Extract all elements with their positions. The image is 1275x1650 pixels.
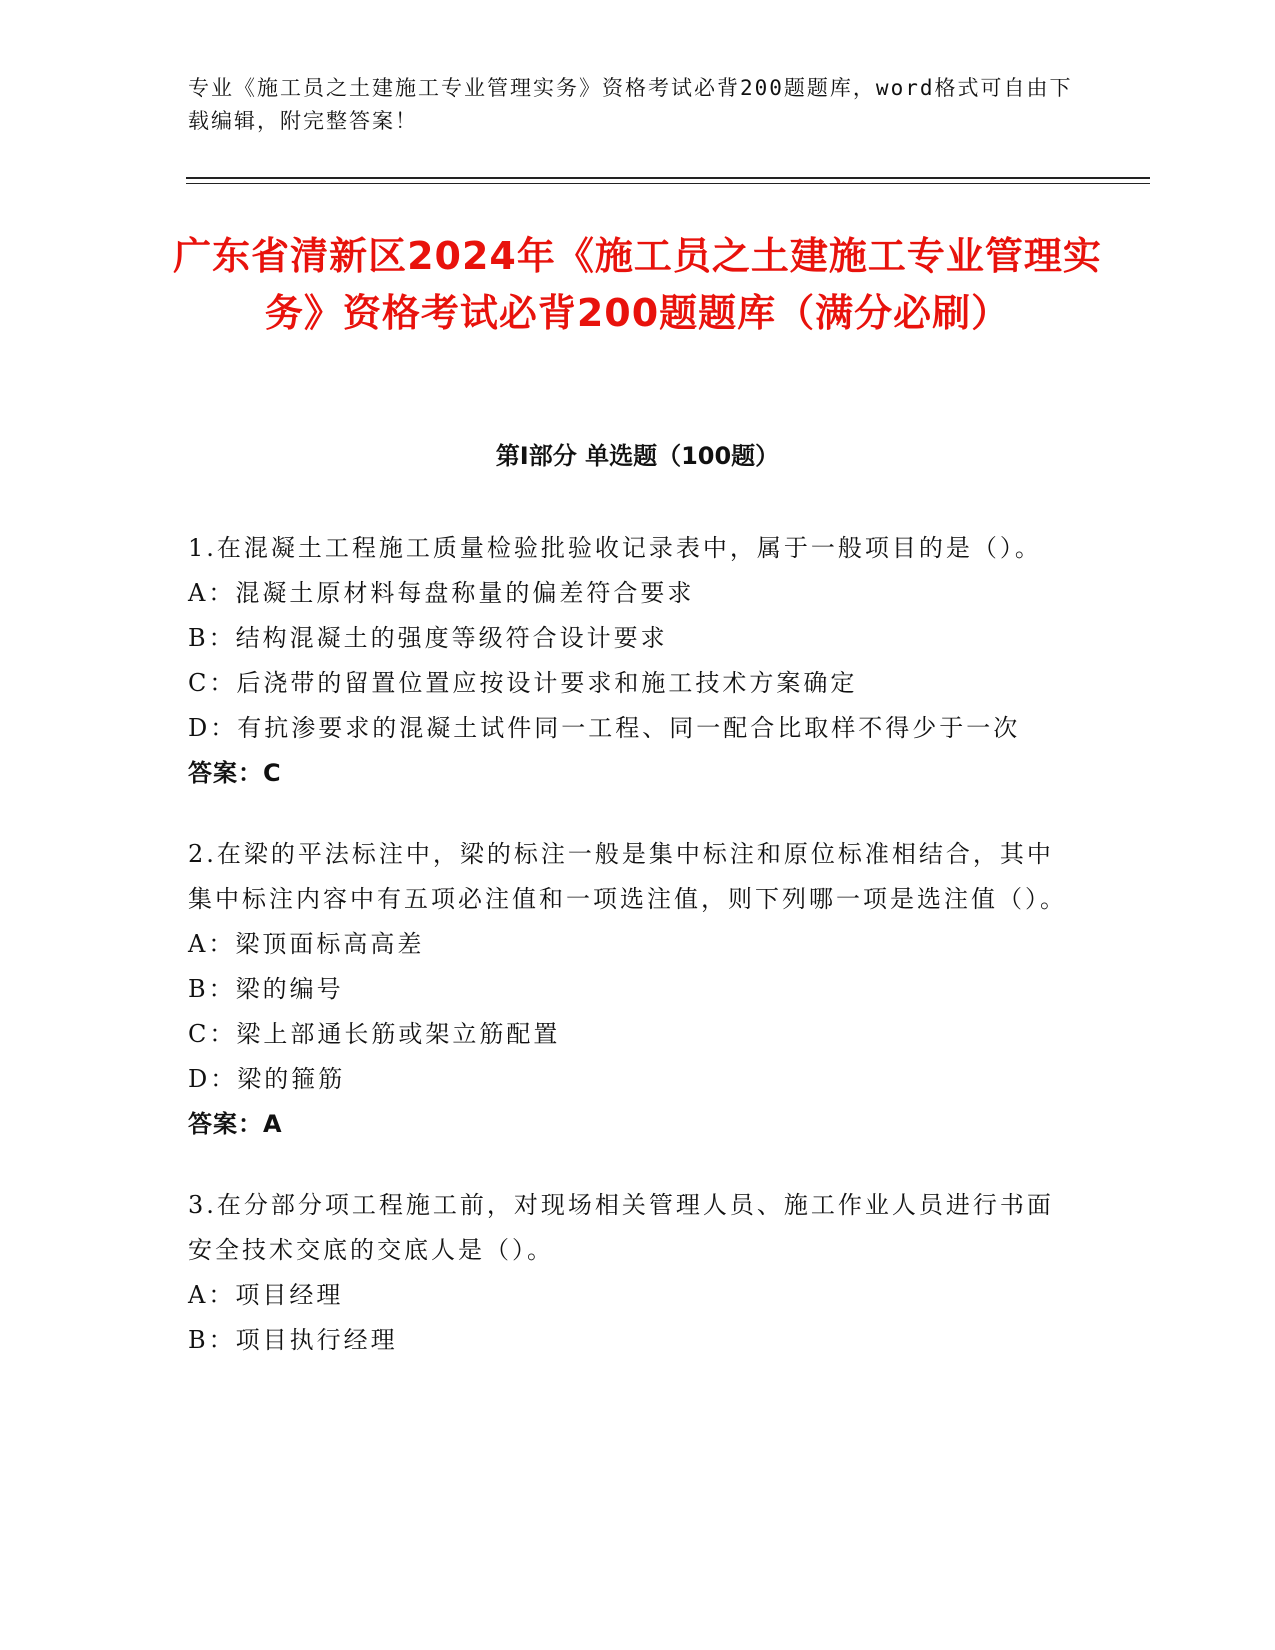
option-b: B：项目执行经理 xyxy=(188,1326,398,1354)
question-list xyxy=(188,526,1068,1399)
question-1 xyxy=(188,526,1068,796)
section-title: 第Ⅰ部分 单选题（100题） xyxy=(495,442,780,470)
option-c: C：后浇带的留置位置应按设计要求和施工技术方案确定 xyxy=(188,669,858,697)
option-b: B：梁的编号 xyxy=(188,975,344,1003)
option-c: C：梁上部通长筋或架立筋配置 xyxy=(188,1020,561,1048)
document-title: 广东省清新区2024年《施工员之土建施工专业管理实务》资格考试必背200题题库（满分必刷） xyxy=(173,234,1102,335)
header-note: 专业《施工员之土建施工专业管理实务》资格考试必背200题题库，word格式可自由下载编辑，附完整答案！ xyxy=(188,76,1073,133)
option-d: D：有抗渗要求的混凝土试件同一工程、同一配合比取样不得少于一次 xyxy=(188,714,1021,742)
option-a: A：梁顶面标高高差 xyxy=(188,930,425,958)
option-a: A：项目经理 xyxy=(188,1281,344,1309)
question-stem: 1.在混凝土工程施工质量检验批验收记录表中，属于一般项目的是（）。 xyxy=(188,534,1042,562)
option-b: B：结构混凝土的强度等级符合设计要求 xyxy=(188,624,668,652)
answer: 答案：C xyxy=(188,759,282,787)
header-divider-thin xyxy=(186,183,1150,184)
header-divider-thick xyxy=(186,177,1150,179)
option-a: A：混凝土原材料每盘称量的偏差符合要求 xyxy=(188,579,695,607)
question-stem: 2.在梁的平法标注中，梁的标注一般是集中标注和原位标准相结合，其中集中标注内容中有五项必注值和一项选注值，则下列哪一项是选注值（）。 xyxy=(188,840,1067,913)
option-d: D：梁的箍筋 xyxy=(188,1065,346,1093)
question-3 xyxy=(188,1183,1068,1363)
question-2 xyxy=(188,832,1068,1147)
question-stem: 3.在分部分项工程施工前，对现场相关管理人员、施工作业人员进行书面安全技术交底的交底人是（）。 xyxy=(188,1191,1054,1264)
answer: 答案：A xyxy=(188,1110,283,1138)
